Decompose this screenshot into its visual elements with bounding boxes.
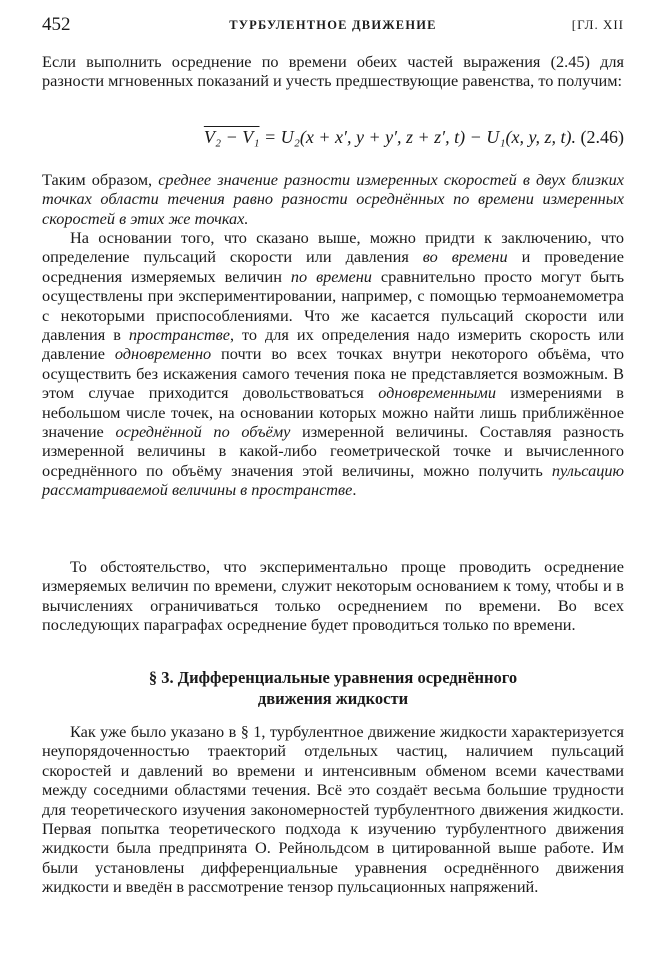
emphasis-run: во времени bbox=[422, 247, 508, 267]
text-run: измерениями в небольшом числе точек, на основании которых можно найти лишь приближённое значение bbox=[42, 383, 624, 442]
page-number: 452 bbox=[42, 14, 71, 35]
page-header bbox=[42, 14, 624, 38]
chapter-label: [ГЛ. XII bbox=[571, 17, 624, 32]
paragraph-intro: Если выполнить осреднение по времени обеих частей выражения (2.45) для разности мгновенных показаний и учесть предшествующие равенства, то получим: bbox=[42, 52, 624, 91]
emphasis-run: пульсацию рассматриваемой величины в пространстве bbox=[42, 460, 624, 500]
emphasis-run: одновременно bbox=[114, 344, 212, 364]
paragraph-section-intro: Как уже было указано в § 1, турбулентное движение жидкости характеризуется неупорядоченностью траекторий отдельных частиц, наличием пульсаций скоростей и давлений во времени и интенсивным обменом всеми качествами между соседними областями течения. Всё это создаёт весьма большие трудности для теоретического изучения закономерностей турбулентного движения жидкости. Первая попытка теоретического подхода к изучению турбулентного движения жидкости была предпринята О. Рейнольдсом в цитированной выше работе. Им были установлены дифференциальные уравнения осреднённого движения жидкости и введён в рассмотрение тензор пульсационных напряжений. bbox=[42, 722, 624, 897]
text-run: На основании того, что сказано выше, можно придти к заключению, что определение пульсаций скорости или давления bbox=[42, 228, 624, 267]
equation-number: (2.46) bbox=[576, 127, 624, 147]
equation-2-46 bbox=[42, 127, 624, 148]
equation-lhs: V₂ − V₁ bbox=[203, 127, 260, 147]
text-run: сравнительно просто могут быть осуществлены при экспериментировании, например, с помощью термоанемометра с некоторыми приспособлениями. Что же касается пульсаций скорости или давления в bbox=[42, 266, 624, 345]
conclusion-lead: Таким образом, bbox=[42, 170, 159, 189]
paragraph-conclusion bbox=[42, 170, 624, 228]
text-run: измеренной величины. Составляя разность измеренной величины в какой-либо геометрической точке и вычисленного осреднённого по объёму значения этой величины, можно получить bbox=[42, 422, 624, 480]
paragraph-measurement bbox=[42, 228, 624, 500]
equation-rhs: = U₂(x + x′, y + y′, z + z′, t) − U₁(x, y, z, t). bbox=[259, 127, 576, 147]
text-run: , то для их определения надо измерить скорость или давление bbox=[42, 325, 624, 364]
text-run: почти во всех точках внутри некоторого объёма, что осуществить без искажения самого течения пока не представляется возможным. В этом случае приходится довольствоваться bbox=[42, 344, 625, 403]
emphasis-run: одновременными bbox=[378, 383, 496, 403]
emphasis-run: пространстве bbox=[128, 325, 230, 345]
emphasis-run: по времени bbox=[290, 266, 372, 286]
conclusion-emphasis: среднее значение разности измеренных скоростей в двух близких точках области течения равно разности осреднённых по времени измеренных скоростей в этих же точках. bbox=[42, 170, 624, 228]
text-run: . bbox=[352, 480, 357, 500]
section-heading-line1: § 3. Дифференциальные уравнения осреднённого bbox=[148, 668, 518, 687]
section-heading-line2: движения жидкости bbox=[257, 689, 409, 708]
text-run: и проведение осреднения измеряемых величин bbox=[42, 247, 624, 286]
emphasis-run: осреднённой по объёму bbox=[115, 422, 291, 442]
running-title: ТУРБУЛЕНТНОЕ ДВИЖЕНИЕ bbox=[229, 18, 437, 32]
section-heading bbox=[42, 667, 624, 709]
paragraph-time-averaging: То обстоятельство, что экспериментально проще проводить осреднение измеряемых величин по времени, служит некоторым основанием к тому, чтобы и в вычислениях ограничиваться только осреднением по времени. Во всех последующих параграфах осреднение будет проводиться только по времени. bbox=[42, 557, 624, 635]
